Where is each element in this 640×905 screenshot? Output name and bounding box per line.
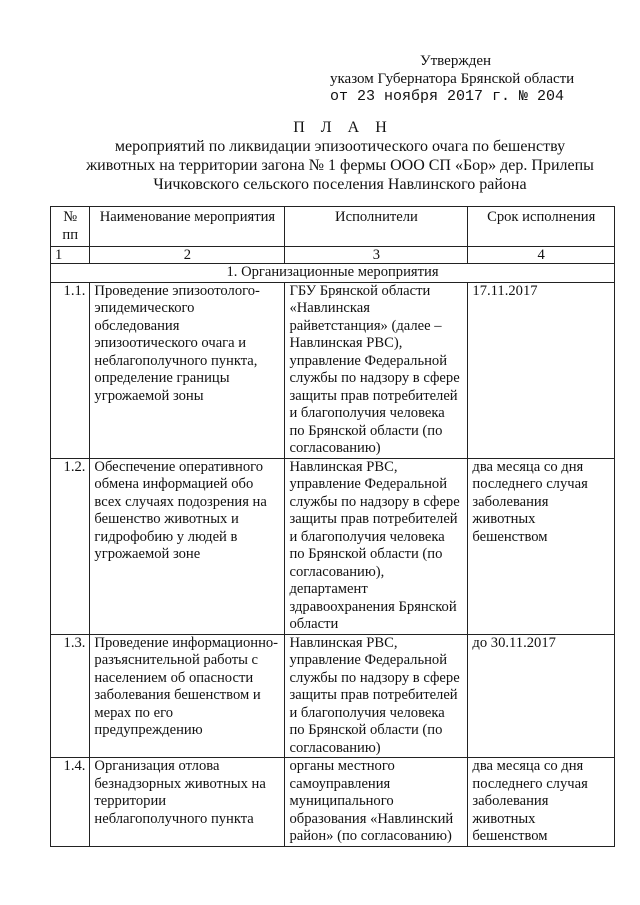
row-number: 1.1.: [51, 282, 90, 458]
plan-table: [50, 206, 615, 847]
row-name: Обеспечение оперативного обмена информацией обо всех случаях подозрения на бешенство животных и гидрофобию у людей в угрожаемой зоне: [90, 458, 285, 634]
column-number-row: [51, 247, 615, 264]
column-number: 1: [51, 247, 90, 264]
table-row: [51, 758, 615, 847]
row-executors: ГБУ Брянской области «Навлинская райветстанция» (далее – Навлинская РВС), управление Федеральной службы по надзору в сфере защиты прав потребителей и благополучия человека по Брянской области (по согласованию): [285, 282, 468, 458]
column-number: 3: [285, 247, 468, 264]
row-executors: органы местного самоуправления муниципального образования «Навлинский район» (по согласованию): [285, 758, 468, 847]
row-name: Организация отлова безнадзорных животных на территории неблагополучного пункта: [90, 758, 285, 847]
plan-subtitle-line-2: животных на территории загона № 1 фермы ООО СП «Бор» дер. Прилепы: [86, 157, 594, 174]
row-number: 1.2.: [51, 458, 90, 634]
row-executors: Навлинская РВС, управление Федеральной службы по надзору в сфере защиты прав потребителей и благополучия человека по Брянской области (по согласованию): [285, 634, 468, 758]
plan-title: П Л А Н: [293, 119, 393, 136]
approval-line-1: Утвержден: [420, 53, 492, 69]
section-row: [51, 264, 615, 283]
row-deadline: 17.11.2017: [468, 282, 615, 458]
header-number: № пп: [51, 207, 90, 247]
table-header-row: [51, 207, 615, 247]
plan-subtitle-line-1: мероприятий по ликвидации эпизоотического очага по бешенству: [114, 138, 566, 155]
row-executors: Навлинская РВС, управление Федеральной службы по надзору в сфере защиты прав потребителей и благополучия человека по Брянской области (по согласованию), департамент здравоохранения Брянской области: [285, 458, 468, 634]
column-number: 4: [468, 247, 615, 264]
section-title: 1. Организационные мероприятия: [51, 264, 615, 283]
row-number: 1.4.: [51, 758, 90, 847]
table-row: [51, 458, 615, 634]
row-deadline: до 30.11.2017: [468, 634, 615, 758]
row-number: 1.3.: [51, 634, 90, 758]
column-number: 2: [90, 247, 285, 264]
row-name: Проведение эпизоотолого-эпидемического обследования эпизоотического очага и неблагополучного пункта, определение границы угрожаемой зоны: [90, 282, 285, 458]
row-name: Проведение информационно-разъяснительной работы с населением об опасности заболевания бешенством и мерах по его предупреждению: [90, 634, 285, 758]
approval-stamp: [330, 52, 630, 106]
plan-subtitle-line-3: Чичковского сельского поселения Навлинского района: [153, 176, 527, 193]
table-row: [51, 634, 615, 758]
header-name: Наименование мероприятия: [90, 207, 285, 247]
row-deadline: два месяца со дня последнего случая заболевания животных бешенством: [468, 458, 615, 634]
header-executors: Исполнители: [285, 207, 468, 247]
plan-heading: [40, 118, 640, 194]
approval-line-2: указом Губернатора Брянской области: [330, 71, 575, 87]
approval-line-3: от 23 ноября 2017 г. № 204: [330, 88, 565, 105]
table-row: [51, 282, 615, 458]
header-deadline: Срок исполнения: [468, 207, 615, 247]
row-deadline: два месяца со дня последнего случая заболевания животных бешенством: [468, 758, 615, 847]
